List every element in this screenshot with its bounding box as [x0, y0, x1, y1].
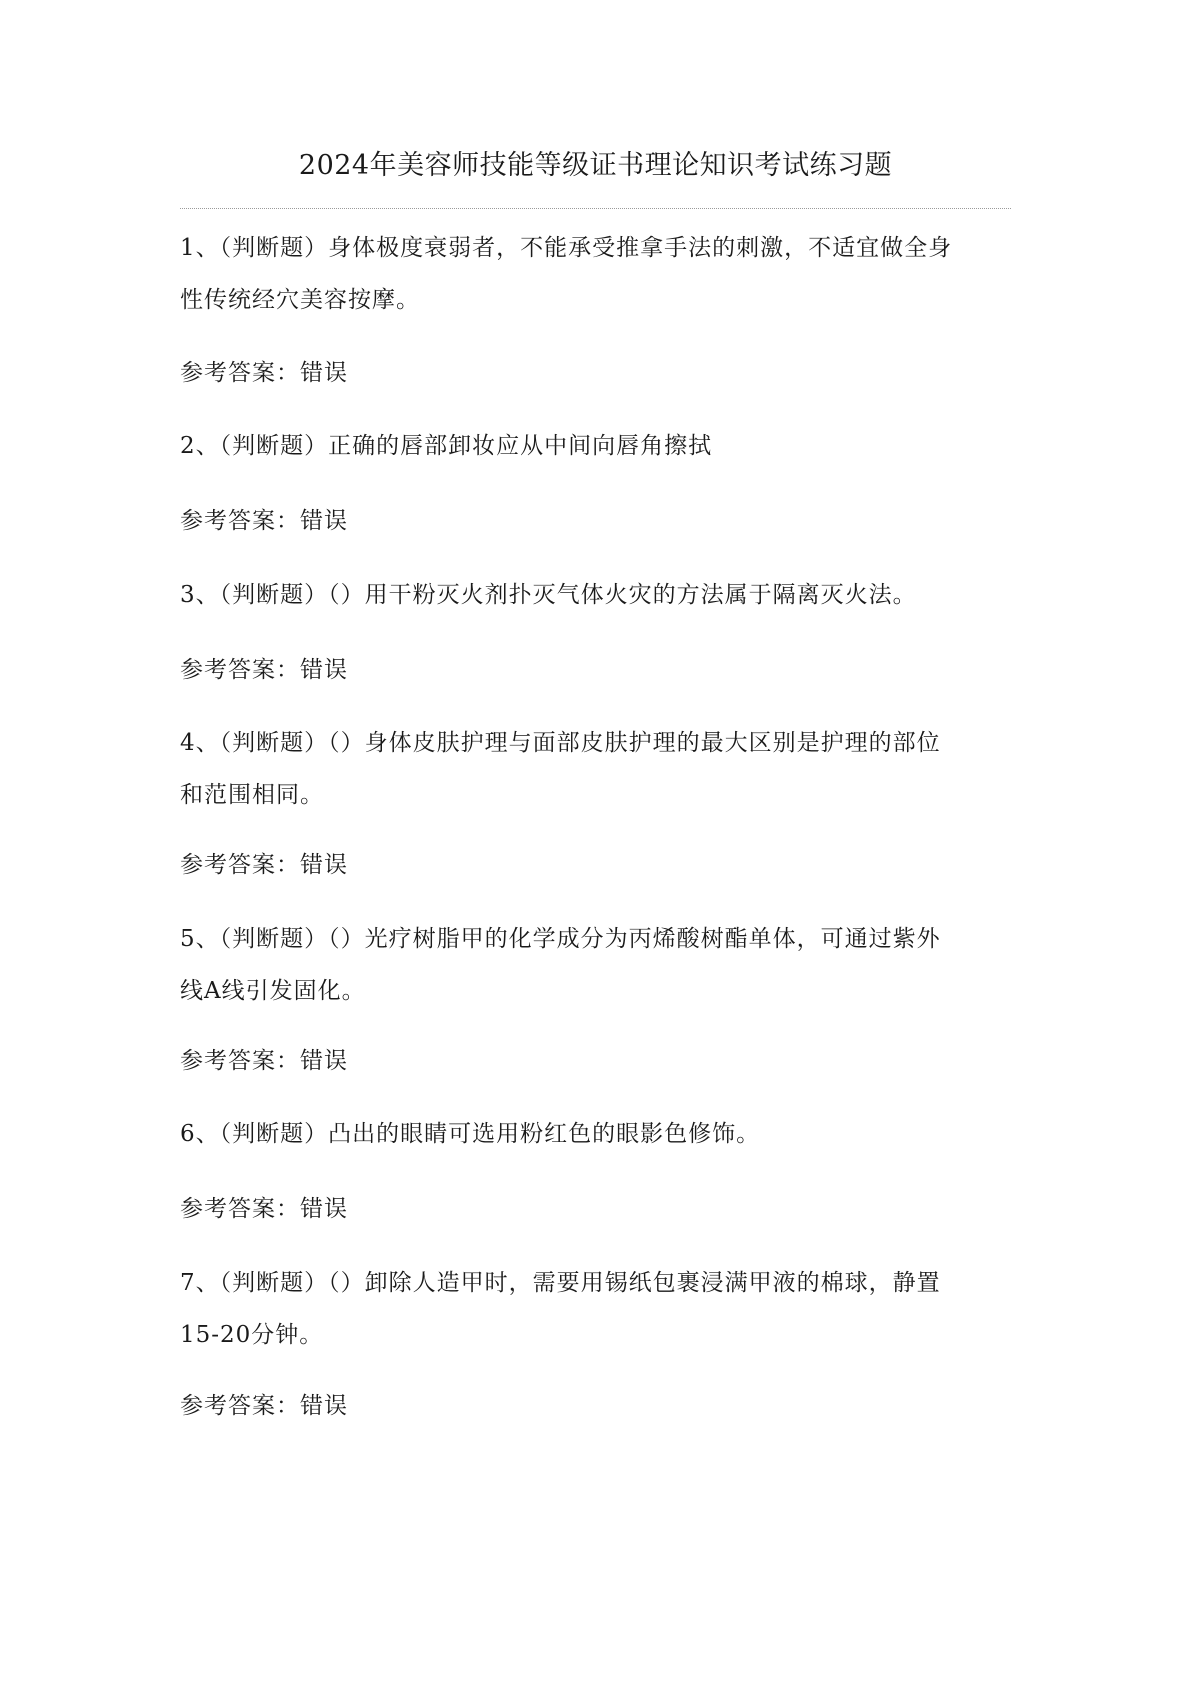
question-5	[180, 913, 1020, 1017]
question-2	[180, 420, 1020, 472]
question-6	[180, 1108, 1020, 1160]
page-title: 2024年美容师技能等级证书理论知识考试练习题	[298, 150, 893, 181]
question-3-line-1: 3、（判断题）（）用干粉灭火剂扑灭气体火灾的方法属于隔离灭火法。	[180, 582, 917, 608]
question-7-line-2: 15-20分钟。	[180, 1322, 324, 1348]
question-3	[180, 569, 1020, 621]
question-2-line-1: 2、（判断题）正确的唇部卸妆应从中间向唇角擦拭	[180, 433, 713, 459]
answer-5: 参考答案：错误	[180, 1048, 348, 1074]
answer-7: 参考答案：错误	[180, 1393, 348, 1419]
question-4	[180, 717, 1020, 821]
question-5-line-2: 线A线引发固化。	[180, 978, 366, 1004]
answer-1: 参考答案：错误	[180, 360, 348, 386]
answer-4: 参考答案：错误	[180, 852, 348, 878]
answer-3: 参考答案：错误	[180, 657, 348, 683]
question-1-line-1: 1、（判断题）身体极度衰弱者，不能承受推拿手法的刺激，不适宜做全身	[180, 235, 953, 261]
answer-2: 参考答案：错误	[180, 508, 348, 534]
question-4-line-1: 4、（判断题）（）身体皮肤护理与面部皮肤护理的最大区别是护理的部位	[180, 730, 941, 756]
question-list	[180, 0, 1020, 1684]
question-1	[180, 222, 1020, 326]
question-5-line-1: 5、（判断题）（）光疗树脂甲的化学成分为丙烯酸树酯单体，可通过紫外	[180, 926, 941, 952]
question-7-line-1: 7、（判断题）（）卸除人造甲时，需要用锡纸包裹浸满甲液的棉球，静置	[180, 1270, 941, 1296]
question-4-line-2: 和范围相同。	[180, 782, 324, 808]
question-1-line-2: 性传统经穴美容按摩。	[180, 287, 420, 313]
question-7	[180, 1257, 1020, 1361]
answer-6: 参考答案：错误	[180, 1196, 348, 1222]
question-6-line-1: 6、（判断题）凸出的眼睛可选用粉红色的眼影色修饰。	[180, 1121, 761, 1147]
